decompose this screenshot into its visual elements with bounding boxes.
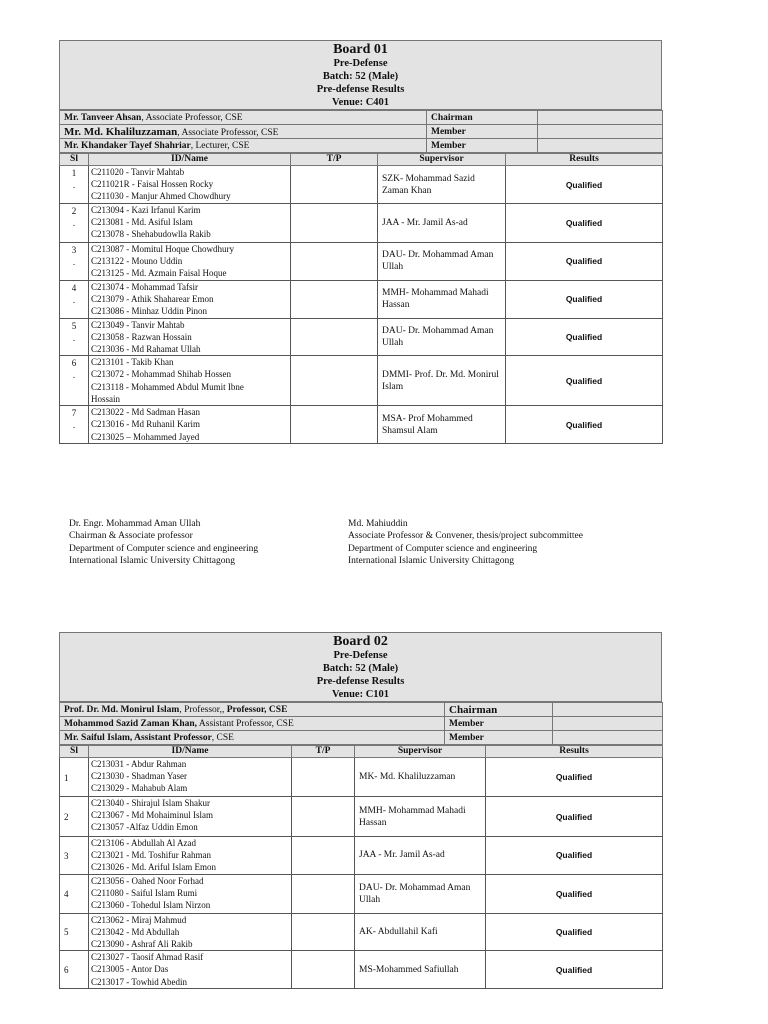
col-header-tp: T/P [291,154,378,166]
row-supervisor: JAA - Mr. Jamil As-ad [355,837,486,875]
student-entry: C213040 - Shirajul Islam Shakur [91,798,210,808]
student-entry: Hossain [91,393,120,404]
col-header-supervisor: Supervisor [378,154,506,166]
row-result: Qualified [506,280,663,318]
row-tp [291,406,378,444]
board-results-heading: Pre-defense Results [316,84,405,95]
col-header-id: ID/Name [89,746,292,758]
board-venue: Venue: C101 [331,689,390,700]
student-entry: C211020 - Tanvir Mahtab [91,167,185,177]
student-entry: C213060 - Tohedul Islam Nirzon [91,900,211,911]
student-entry: C213081 - Md. Asiful Islam [91,217,193,228]
member-signature-cell [553,731,663,745]
row-supervisor: DAU- Dr. Mohammad Aman Ullah [355,874,486,913]
row-tp [292,797,355,837]
signature-left [69,518,258,568]
col-header-tp: T/P [292,746,355,758]
member-row [60,703,663,717]
row-supervisor: DMMI- Prof. Dr. Md. Monirul Islam [378,356,506,406]
student-entry: C213087 - Momitul Hoque Chowdhury [91,244,234,254]
row-tp [292,951,355,989]
student-entry: C213042 - Md Abdullah [91,926,180,937]
member-name: Mr. Saiful Islam, Assistant Professor, CSE [60,731,445,745]
row-serial: 6 . [60,356,89,406]
student-entry: C213094 - Kazi Irfanul Karim [91,205,201,215]
student-entry: C213056 - Oahed Noor Forhad [91,875,204,886]
results-table [59,745,663,989]
member-row [60,731,663,745]
row-student-list [89,166,291,204]
student-entry: C213036 - Md Rahamat Ullah [91,344,201,355]
student-entry: C213074 - Mohammad Tafsir [91,281,198,292]
row-student-list [89,204,291,243]
student-entry: C211030 - Manjur Ahmed Chowdhury [91,191,231,202]
row-tp [291,356,378,406]
row-result: Qualified [506,166,663,204]
student-entry: C213122 - Mouno Uddin [91,256,183,267]
member-name: Mr. Md. Khaliluzzaman, Associate Professor, CSE [60,125,427,139]
board-subtitle: Pre-Defense [333,58,388,69]
row-serial: 7 . [60,406,89,444]
board-subtitle: Pre-Defense [333,650,388,661]
member-role: Member [445,717,553,731]
board-venue: Venue: C401 [331,97,390,108]
student-entry: C213062 - Miraj Mahmud [91,914,187,925]
member-row [60,125,663,139]
row-supervisor: AK- Abdullahil Kafi [355,913,486,951]
member-role: Member [445,731,553,745]
row-serial: 4 . [60,280,89,318]
student-entry: C213005 - Antor Das [91,964,169,975]
table-row [60,166,663,204]
member-signature-cell [538,111,663,125]
results-header-row [60,154,663,166]
row-serial: 3 . [60,243,89,281]
member-row [60,717,663,731]
row-supervisor: MMH- Mohammad Mahadi Hassan [378,280,506,318]
row-result: Qualified [486,758,663,797]
row-serial: 1 [60,758,89,797]
row-serial: 6 [60,951,89,989]
col-header-sl: Sl [60,746,89,758]
col-header-supervisor: Supervisor [355,746,486,758]
results-body [60,166,663,444]
row-supervisor: MK- Md. Khaliluzzaman [355,758,486,797]
row-student-list [89,797,292,837]
row-serial: 2 [60,797,89,837]
board-02-section [59,632,662,989]
table-row [60,837,663,875]
member-row [60,139,663,153]
row-student-list [89,280,291,318]
row-tp [292,837,355,875]
member-role: Chairman [427,111,538,125]
table-row [60,318,663,356]
table-row [60,406,663,444]
row-tp [292,874,355,913]
row-tp [292,758,355,797]
student-entry: C211080 - Saiful Islam Rumi [91,887,198,898]
row-serial: 3 [60,837,89,875]
student-entry: C213026 - Md. Ariful Islam Emon [91,862,216,873]
board-title: Board 01 [333,42,388,57]
results-table [59,153,663,444]
member-row [60,111,663,125]
row-student-list [89,913,292,951]
student-entry: C213017 - Towhid Abedin [91,976,187,987]
row-serial: 5 [60,913,89,951]
col-header-results: Results [506,154,663,166]
row-serial: 2 . [60,204,89,243]
student-entry: C213067 - Md Mohaiminul Islam [91,810,213,821]
signature-right [348,518,583,568]
row-student-list [89,318,291,356]
row-supervisor: MS-Mohammed Safiullah [355,951,486,989]
row-result: Qualified [506,204,663,243]
row-supervisor: SZK- Mohammad Sazid Zaman Khan [378,166,506,204]
row-result: Qualified [506,356,663,406]
row-tp [291,166,378,204]
row-student-list [89,874,292,913]
student-entry: C213090 - Ashraf Ali Rakib [91,939,193,950]
row-supervisor: DAU- Dr. Mohammad Aman Ullah [378,318,506,356]
col-header-results: Results [486,746,663,758]
table-row [60,243,663,281]
member-name: Mr. Khandaker Tayef Shahriar, Lecturer, CSE [60,139,427,153]
student-entry: C213058 - Razwan Hossain [91,331,192,342]
row-student-list [89,356,291,406]
signatory-name: Md. Mahiuddin [348,519,408,529]
member-name: Mohammod Sazid Zaman Khan, Assistant Professor, CSE [60,717,445,731]
member-role: Chairman [445,703,553,717]
member-name: Prof. Dr. Md. Monirul Islam, Professor,, Professor, CSE [60,703,445,717]
member-role: Member [427,139,538,153]
signatory-name: Dr. Engr. Mohammad Aman Ullah [69,519,201,529]
student-entry: C213078 - Shehabudowlla Rakib [91,229,211,240]
row-supervisor: JAA - Mr. Jamil As-ad [378,204,506,243]
row-tp [291,280,378,318]
student-entry: C213106 - Abdullah Al Azad [91,838,196,848]
student-entry: C213027 - Taosif Ahmad Rasif [91,952,204,963]
table-row [60,874,663,913]
member-signature-cell [553,703,663,717]
table-row [60,951,663,989]
row-student-list [89,837,292,875]
signatory-university: International Islamic University Chittagong [348,556,514,567]
signatory-title: Chairman & Associate professor [69,531,193,542]
student-entry: C213118 - Mohammed Abdul Mumit Ibne [91,381,244,392]
student-entry: C213072 - Mohammad Shihab Hossen [91,369,231,380]
board-batch: Batch: 52 (Male) [322,71,399,82]
student-entry: C213049 - Tanvir Mahtab [91,319,185,330]
student-entry: C213079 - Athik Shaharear Emon [91,293,214,304]
table-row [60,913,663,951]
col-header-id: ID/Name [89,154,291,166]
row-result: Qualified [506,318,663,356]
table-row [60,356,663,406]
row-tp [291,243,378,281]
signatory-dept: Department of Computer science and engineering [348,543,538,554]
row-supervisor: DAU- Dr. Mohammad Aman Ullah [378,243,506,281]
row-tp [291,318,378,356]
results-body [60,758,663,989]
student-entry: C213025 – Mohammed Jayed [91,431,200,442]
table-row [60,280,663,318]
member-role: Member [427,125,538,139]
col-header-sl: Sl [60,154,89,166]
row-result: Qualified [486,797,663,837]
member-name: Mr. Tanveer Ahsan, Associate Professor, CSE [60,111,427,125]
member-signature-cell [553,717,663,731]
student-entry: C213031 - Abdur Rahman [91,759,187,769]
student-entry: C213030 - Shadman Yaser [91,771,187,782]
board-members-table [59,702,663,745]
row-supervisor: MMH- Mohammad Mahadi Hassan [355,797,486,837]
row-serial: 1 . [60,166,89,204]
board-title: Board 02 [333,634,388,649]
row-result: Qualified [486,874,663,913]
student-entry: C211021R - Faisal Hossen Rocky [91,179,214,190]
student-entry: C213022 - Md Sadman Hasan [91,407,200,418]
table-row [60,758,663,797]
row-student-list [89,243,291,281]
board-header [59,40,662,110]
table-row [60,204,663,243]
row-result: Qualified [486,951,663,989]
student-entry: C213057 -Alfaz Uddin Emon [91,822,198,833]
row-supervisor: MSA- Prof Mohammed Shamsul Alam [378,406,506,444]
row-student-list [89,951,292,989]
row-student-list [89,758,292,797]
row-result: Qualified [506,406,663,444]
signatory-dept: Department of Computer science and engineering [69,543,259,554]
student-entry: C213101 - Takib Khan [91,357,174,368]
row-tp [292,913,355,951]
row-serial: 4 [60,874,89,913]
student-entry: C213029 - Mahabub Alam [91,783,188,794]
student-entry: C213016 - Md Ruhanil Karim [91,419,200,430]
signatory-university: International Islamic University Chittagong [69,556,235,567]
board-header [59,632,662,702]
row-result: Qualified [486,837,663,875]
member-signature-cell [538,139,663,153]
board-members-table [59,110,663,153]
row-serial: 5 . [60,318,89,356]
row-tp [291,204,378,243]
table-row [60,797,663,837]
row-student-list [89,406,291,444]
results-header-row [60,746,663,758]
row-result: Qualified [486,913,663,951]
member-signature-cell [538,125,663,139]
board-results-heading: Pre-defense Results [316,676,405,687]
student-entry: C213125 - Md. Azmain Faisal Hoque [91,268,227,279]
board-batch: Batch: 52 (Male) [322,663,399,674]
signatory-title: Associate Professor & Convener, thesis/project subcommittee [348,531,583,542]
student-entry: C213086 - Minhaz Uddin Pinon [91,306,207,317]
board-01-section [59,40,662,444]
row-result: Qualified [506,243,663,281]
student-entry: C213021 - Md. Toshifur Rahman [91,850,211,861]
